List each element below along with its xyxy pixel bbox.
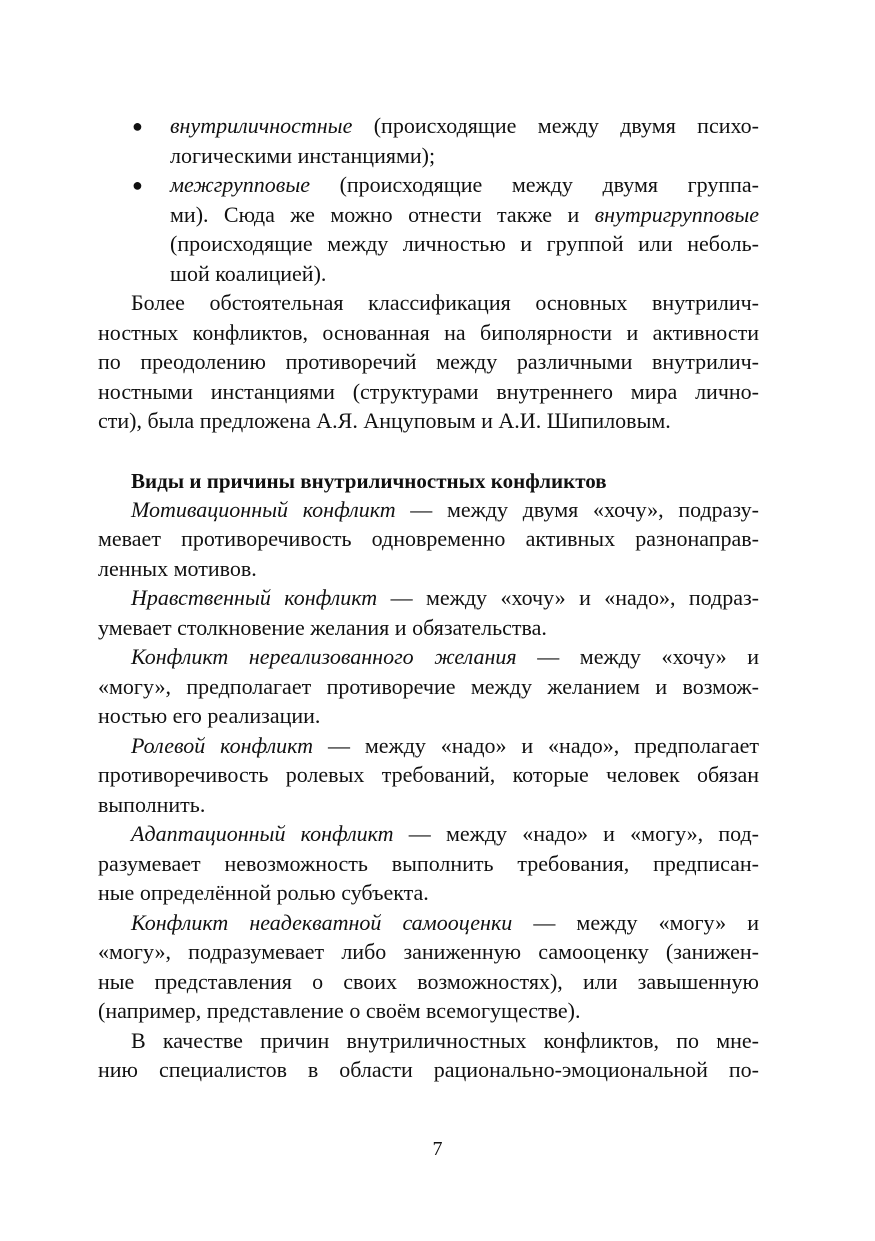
definition-text: — между «хочу» и	[516, 644, 760, 669]
bullet-dot-icon: ●	[132, 116, 143, 136]
text-segment: (происходящие между двумя психо-	[352, 113, 759, 138]
definition-first-line	[131, 731, 759, 761]
bullet-line	[170, 229, 759, 259]
definition-line: ностью его реализации.	[98, 703, 321, 728]
definition-line: ные представления о своих возможностях), или завышенную	[98, 968, 759, 994]
definition-line: разумевает невозможность выполнить требования, предписан-	[98, 850, 759, 876]
bullet-line	[170, 111, 759, 141]
italic-term: межгрупповые	[170, 172, 310, 197]
definition-line: (например, представление о своём всемогуществе).	[98, 998, 581, 1023]
definition-first-line	[131, 819, 759, 849]
definition-line: «могу», предполагает противоречие между желанием и возмож-	[98, 673, 759, 699]
paragraph-line: нию специалистов в области рационально-эмоциональной по-	[98, 1057, 759, 1082]
paragraph-line: сти), была предложена А.Я. Анцуповым и А.И. Шипиловым.	[98, 408, 671, 433]
italic-term: внутригрупповые	[594, 201, 759, 227]
definition-term: Нравственный конфликт	[131, 585, 378, 610]
bullet-dot-icon: ●	[132, 175, 143, 195]
definition-term: Ролевой конфликт	[131, 732, 314, 758]
text-segment: ми). Сюда же можно отнести также и	[170, 201, 595, 227]
definition-line: противоречивость ролевых требований, которые человек обязан	[98, 762, 759, 787]
paragraph-line: по преодолению противоречий между различными внутрилич-	[98, 349, 759, 374]
definition-text: — между «хочу» и «надо», подраз-	[377, 585, 760, 610]
definition-line: выполнить.	[98, 791, 206, 817]
definition-term: Адаптационный конфликт	[131, 821, 394, 846]
bullet-line	[170, 259, 326, 289]
definition-text: — между двумя «хочу», подразу-	[395, 496, 759, 522]
paragraph-line: В качестве причин внутриличностных конфликтов, по мне-	[131, 1027, 759, 1053]
definition-term: Конфликт неадекватной самооценки	[131, 909, 513, 935]
text-segment: шой коалицией).	[170, 260, 327, 286]
bullet-line	[170, 141, 435, 171]
definition-term: Конфликт нереализованного желания	[131, 644, 517, 669]
text-segment: (происходящие между двумя группа-	[310, 172, 759, 197]
text-segment: логическими инстанциями);	[170, 142, 436, 168]
bullet-line	[170, 170, 759, 200]
definition-line: ленных мотивов.	[98, 555, 257, 581]
definition-first-line	[131, 583, 759, 613]
definition-text: — между «могу» и	[512, 909, 759, 935]
definition-first-line	[131, 642, 759, 672]
definition-line: умевает столкновение желания и обязательства.	[98, 614, 547, 640]
page-number: 7	[432, 1138, 443, 1160]
paragraph-line: Более обстоятельная классификация основных внутрилич-	[131, 290, 759, 315]
section-heading: Виды и причины внутриличностных конфликтов	[131, 469, 607, 493]
bullet-line	[170, 200, 759, 230]
italic-term: внутриличностные	[170, 113, 353, 138]
paragraph-line: ностных конфликтов, основанная на биполярности и активности	[98, 319, 759, 345]
paragraph-line: ностными инстанциями (структурами внутреннего мира лично-	[98, 378, 759, 404]
definition-term: Мотивационный конфликт	[131, 496, 396, 522]
text-segment: (происходящие между личностью и группой или неболь-	[170, 231, 759, 256]
definition-first-line	[131, 908, 759, 938]
definition-line: ные определённой ролью субъекта.	[98, 880, 429, 905]
definition-text: — между «надо» и «могу», под-	[393, 821, 759, 846]
definition-text: — между «надо» и «надо», предполагает	[313, 732, 759, 758]
definition-line: «могу», подразумевает либо заниженную самооценку (занижен-	[98, 939, 759, 964]
definition-line: мевает противоречивость одновременно активных разнонаправ-	[98, 526, 759, 551]
definition-first-line	[131, 495, 759, 525]
